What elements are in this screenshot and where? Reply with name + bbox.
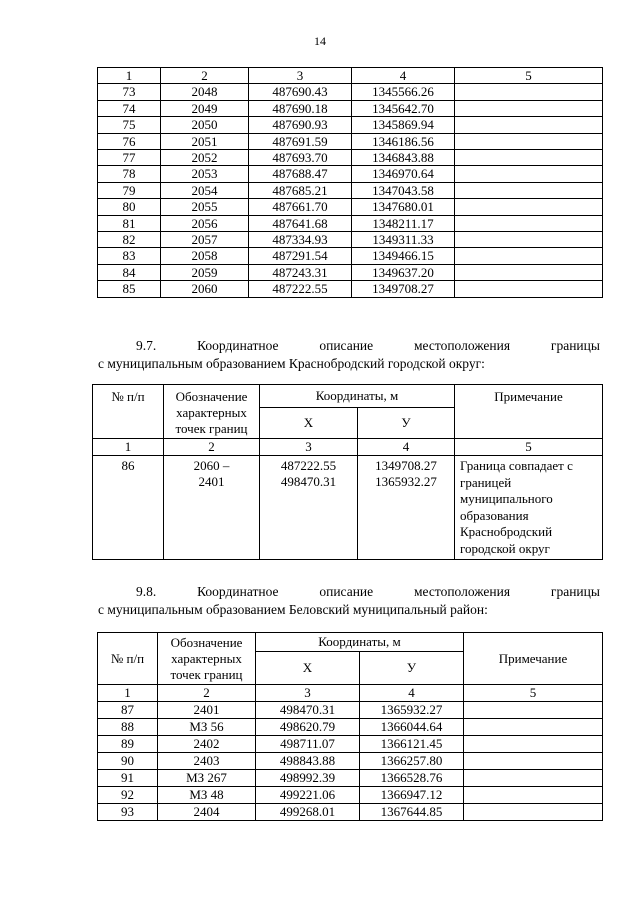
header-cell: 2 <box>161 68 249 84</box>
table-row <box>98 281 603 297</box>
point-range-start: 2060 – <box>193 458 230 473</box>
coord-y <box>358 456 455 560</box>
coord-x: 487641.68 <box>249 215 352 231</box>
header-cell: 4 <box>352 68 455 84</box>
note <box>455 248 603 264</box>
row-number: 77 <box>98 150 161 166</box>
table-row <box>98 150 603 166</box>
row-number: 81 <box>98 215 161 231</box>
paragraph-second-line: с муниципальным образованием Краснобродский городской округ: <box>98 356 485 371</box>
coord-x: 487691.59 <box>249 133 352 149</box>
paragraph-first-line <box>98 337 600 355</box>
point-id: 2404 <box>158 804 256 821</box>
row-number: 84 <box>98 264 161 280</box>
coord-x: 487222.55 <box>249 281 352 297</box>
note <box>455 264 603 280</box>
note <box>455 281 603 297</box>
point-id: 2049 <box>161 100 249 116</box>
table-number-row <box>93 439 603 456</box>
row-number: 78 <box>98 166 161 182</box>
point-id: 2058 <box>161 248 249 264</box>
point-id: 2051 <box>161 133 249 149</box>
paragraph-first-line <box>98 583 600 601</box>
note <box>464 770 603 787</box>
row-number: 86 <box>93 456 164 560</box>
table-row <box>98 264 603 280</box>
table-row <box>98 84 603 100</box>
note <box>464 719 603 736</box>
paragraph-word: местоположения <box>413 338 511 353</box>
row-number: 90 <box>98 753 158 770</box>
note <box>455 150 603 166</box>
point-id: МЗ 267 <box>158 770 256 787</box>
coord-x: 498470.31 <box>256 702 360 719</box>
table-row <box>98 182 603 198</box>
row-number: 89 <box>98 736 158 753</box>
note <box>455 100 603 116</box>
header-x: Х <box>256 652 360 685</box>
belovsky-boundary-table <box>97 632 603 821</box>
coord-y: 1365932.27 <box>360 702 464 719</box>
point-id: 2403 <box>158 753 256 770</box>
point-id: 2060 <box>161 281 249 297</box>
column-number: 3 <box>260 439 358 456</box>
paragraph-word: границы <box>550 584 600 599</box>
paragraph-word: границы <box>550 338 600 353</box>
coord-y: 1366121.45 <box>360 736 464 753</box>
row-number: 88 <box>98 719 158 736</box>
table-row <box>98 117 603 133</box>
coord-y: 1349466.15 <box>352 248 455 264</box>
header-note: Примечание <box>464 633 603 685</box>
paragraph-word: Координатное <box>197 338 279 353</box>
header-cell: 5 <box>455 68 603 84</box>
note <box>455 133 603 149</box>
paragraph-word: описание <box>319 338 374 353</box>
row-number: 79 <box>98 182 161 198</box>
note <box>464 804 603 821</box>
header-cell: 3 <box>249 68 352 84</box>
table-header-row <box>98 68 603 84</box>
column-number: 2 <box>158 685 256 702</box>
note <box>455 84 603 100</box>
header-number: № п/п <box>98 633 158 685</box>
column-number: 1 <box>98 685 158 702</box>
coord-y: 1347680.01 <box>352 199 455 215</box>
point-id: 2048 <box>161 84 249 100</box>
paragraph-second-line: с муниципальным образованием Беловский муниципальный район: <box>98 602 488 617</box>
row-number: 75 <box>98 117 161 133</box>
note <box>455 215 603 231</box>
point-id: 2053 <box>161 166 249 182</box>
section-9-7-paragraph <box>98 337 600 373</box>
section-number: 9.8. <box>136 584 157 599</box>
coord-y: 1366528.76 <box>360 770 464 787</box>
point-id: МЗ 48 <box>158 787 256 804</box>
table-row <box>98 166 603 182</box>
coord-x: 487690.43 <box>249 84 352 100</box>
point-id: 2057 <box>161 232 249 248</box>
coord-x: 498843.88 <box>256 753 360 770</box>
coord-x: 487690.93 <box>249 117 352 133</box>
row-number: 85 <box>98 281 161 297</box>
column-number: 1 <box>93 439 164 456</box>
row-number: 93 <box>98 804 158 821</box>
table-header-row <box>93 385 603 408</box>
table-row <box>98 770 603 787</box>
coord-x: 498620.79 <box>256 719 360 736</box>
coord-x-value: 487222.55 <box>280 458 337 473</box>
table-row <box>98 702 603 719</box>
table-number-row <box>98 685 603 702</box>
header-note: Примечание <box>455 385 603 439</box>
coord-y: 1346186.56 <box>352 133 455 149</box>
coord-y: 1346843.88 <box>352 150 455 166</box>
table-row <box>98 215 603 231</box>
table-row <box>98 199 603 215</box>
point-id: 2052 <box>161 150 249 166</box>
table-row <box>98 133 603 149</box>
table-row <box>98 736 603 753</box>
coord-x: 487690.18 <box>249 100 352 116</box>
header-y: У <box>358 408 455 439</box>
coord-x: 487661.70 <box>249 199 352 215</box>
coord-y: 1348211.17 <box>352 215 455 231</box>
coordinates-table-continued <box>97 67 603 298</box>
column-number: 3 <box>256 685 360 702</box>
coord-x: 487688.47 <box>249 166 352 182</box>
page-number: 14 <box>314 34 326 48</box>
coord-x-value: 498470.31 <box>280 474 337 489</box>
coord-y: 1366947.12 <box>360 787 464 804</box>
header-coordinates: Координаты, м <box>256 633 464 652</box>
column-number: 5 <box>464 685 603 702</box>
coord-x: 499268.01 <box>256 804 360 821</box>
note <box>464 702 603 719</box>
section-number: 9.7. <box>136 338 157 353</box>
coord-y-value: 1349708.27 <box>375 458 437 473</box>
column-number: 5 <box>455 439 603 456</box>
coord-x: 487693.70 <box>249 150 352 166</box>
row-number: 87 <box>98 702 158 719</box>
header-coordinates: Координаты, м <box>260 385 455 408</box>
table-row <box>98 787 603 804</box>
note <box>455 166 603 182</box>
coord-x: 499221.06 <box>256 787 360 804</box>
point-id: 2055 <box>161 199 249 215</box>
coord-x: 498711.07 <box>256 736 360 753</box>
coord-x: 498992.39 <box>256 770 360 787</box>
row-number: 73 <box>98 84 161 100</box>
note <box>464 787 603 804</box>
coord-y: 1346970.64 <box>352 166 455 182</box>
point-id: 2401 <box>158 702 256 719</box>
coord-y: 1366257.80 <box>360 753 464 770</box>
note: Граница совпадает с границей муниципального образования Краснобродский городской округ <box>455 456 603 560</box>
point-range <box>164 456 260 560</box>
table-row <box>93 456 603 560</box>
paragraph-word: Координатное <box>197 584 279 599</box>
coord-x: 487291.54 <box>249 248 352 264</box>
point-id: МЗ 56 <box>158 719 256 736</box>
table-row <box>98 100 603 116</box>
point-id: 2402 <box>158 736 256 753</box>
column-number: 4 <box>360 685 464 702</box>
note <box>455 199 603 215</box>
paragraph-word: описание <box>319 584 374 599</box>
note <box>464 736 603 753</box>
coord-x <box>260 456 358 560</box>
row-number: 76 <box>98 133 161 149</box>
row-number: 82 <box>98 232 161 248</box>
column-number: 4 <box>358 439 455 456</box>
column-number: 2 <box>164 439 260 456</box>
point-id: 2054 <box>161 182 249 198</box>
note <box>455 182 603 198</box>
header-y: У <box>360 652 464 685</box>
row-number: 80 <box>98 199 161 215</box>
table-row <box>98 248 603 264</box>
row-number: 74 <box>98 100 161 116</box>
coord-y: 1345642.70 <box>352 100 455 116</box>
coord-y: 1345566.26 <box>352 84 455 100</box>
coord-y: 1347043.58 <box>352 182 455 198</box>
coord-y: 1366044.64 <box>360 719 464 736</box>
row-number: 92 <box>98 787 158 804</box>
header-cell: 1 <box>98 68 161 84</box>
header-x: Х <box>260 408 358 439</box>
header-number: № п/п <box>93 385 164 439</box>
row-number: 83 <box>98 248 161 264</box>
coord-y: 1349708.27 <box>352 281 455 297</box>
point-id: 2050 <box>161 117 249 133</box>
coord-x: 487334.93 <box>249 232 352 248</box>
section-9-8-paragraph <box>98 583 600 619</box>
coord-y: 1349637.20 <box>352 264 455 280</box>
paragraph-word: местоположения <box>413 584 511 599</box>
table-header-row <box>98 633 603 652</box>
point-id: 2059 <box>161 264 249 280</box>
note <box>464 753 603 770</box>
header-designation: Обозначение характерных точек границ <box>158 633 256 685</box>
header-designation: Обозначение характерных точек границ <box>164 385 260 439</box>
point-range-end: 2401 <box>198 474 225 489</box>
coord-y: 1349311.33 <box>352 232 455 248</box>
table-row <box>98 719 603 736</box>
note <box>455 117 603 133</box>
coord-y: 1345869.94 <box>352 117 455 133</box>
coord-y-value: 1365932.27 <box>375 474 437 489</box>
coord-y: 1367644.85 <box>360 804 464 821</box>
table-row <box>98 232 603 248</box>
coord-x: 487243.31 <box>249 264 352 280</box>
point-id: 2056 <box>161 215 249 231</box>
table-row <box>98 804 603 821</box>
krasnobrodsky-boundary-table <box>92 384 603 560</box>
row-number: 91 <box>98 770 158 787</box>
table-row <box>98 753 603 770</box>
note <box>455 232 603 248</box>
coord-x: 487685.21 <box>249 182 352 198</box>
